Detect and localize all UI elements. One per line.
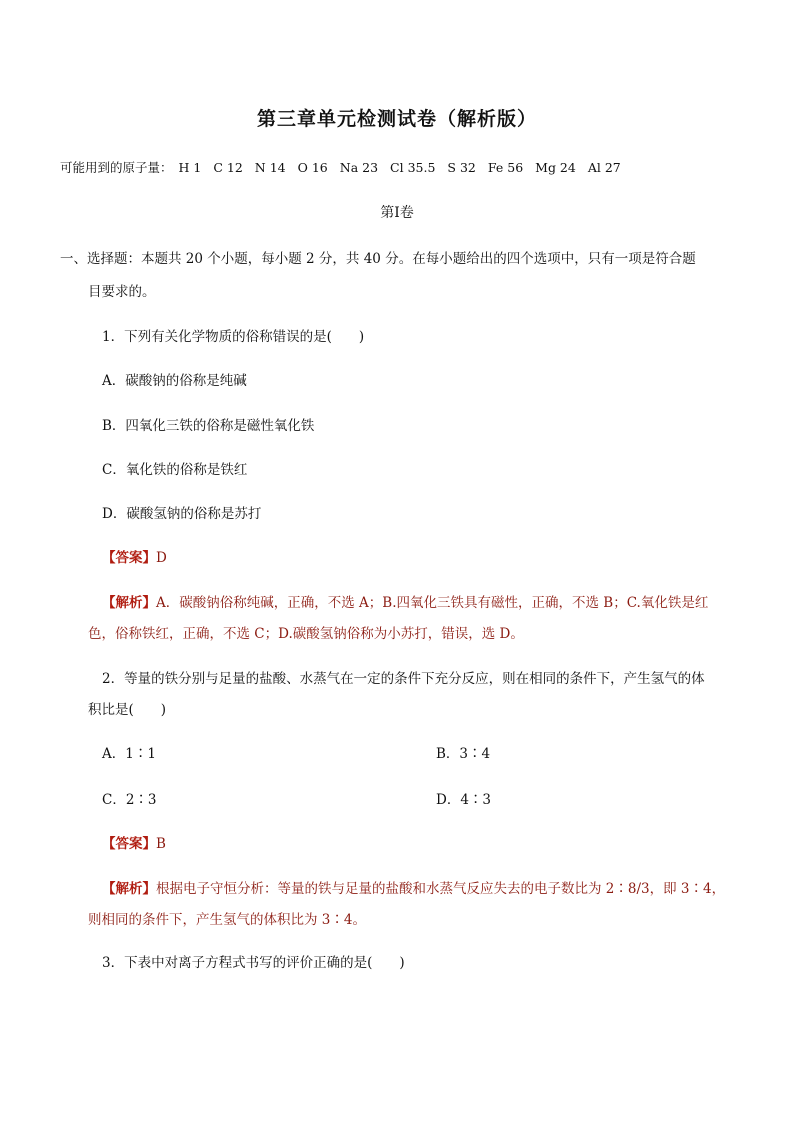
atomic-mass-na: Na 23	[339, 160, 379, 175]
q2-option-d: D．4∶3	[436, 792, 492, 808]
atomic-mass-h: H 1	[178, 160, 202, 175]
q3-stem: 3．下表中对离子方程式书写的评价正确的是( )	[102, 955, 405, 971]
atomic-mass-s: S 32	[447, 160, 476, 175]
q2-analysis-text: 根据电子守恒分析：等量的铁与足量的盐酸和水蒸气反应失去的电子数比为 2∶8/3，即 3∶4，	[156, 881, 726, 897]
atomic-mass-fe: Fe 56	[487, 160, 524, 175]
q1-option-b: B．四氧化三铁的俗称是磁性氧化铁	[102, 418, 315, 434]
volume-heading: 第Ⅰ卷	[380, 205, 414, 221]
answer-tag: 【答案】	[102, 550, 156, 566]
q2-option-a: A．1∶1	[102, 746, 156, 762]
atomic-masses-label: 可能用到的原子量：	[60, 160, 173, 175]
analysis-tag: 【解析】	[102, 881, 156, 897]
atomic-mass-n: N 14	[254, 160, 286, 175]
atomic-mass-cl: Cl 35.5	[390, 160, 436, 175]
q1-analysis-cont: 色，俗称铁红，正确，不选 C；D.碳酸氢钠俗称为小苏打，错误，选 D。	[88, 626, 524, 642]
answer-tag: 【答案】	[102, 836, 156, 852]
q1-analysis	[102, 591, 708, 611]
q2-stem: 2．等量的铁分别与足量的盐酸、水蒸气在一定的条件下充分反应，则在相同的条件下，产生氢气的体	[102, 671, 705, 687]
atomic-mass-al: Al 27	[587, 160, 621, 175]
section-instructions: 一、选择题：本题共 20 个小题，每小题 2 分，共 40 分。在每小题给出的四个选项中，只有一项是符合题	[60, 251, 696, 267]
q1-stem: 1．下列有关化学物质的俗称错误的是( )	[102, 329, 365, 345]
q1-option-c: C．氧化铁的俗称是铁红	[102, 462, 248, 478]
q1-analysis-text: A．碳酸钠俗称纯碱，正确，不选 A；B.四氧化三铁具有磁性，正确，不选 B；C.氧化铁是红	[156, 595, 709, 611]
q2-option-b: B．3∶4	[436, 746, 491, 762]
atomic-mass-c: C 12	[213, 160, 243, 175]
section-instructions-cont: 目要求的。	[88, 284, 156, 300]
atomic-mass-o: O 16	[297, 160, 328, 175]
page-title: 第三章单元检测试卷（解析版）	[256, 108, 537, 130]
atomic-mass-mg: Mg 24	[535, 160, 576, 175]
q1-answer	[102, 546, 167, 566]
analysis-tag: 【解析】	[102, 595, 156, 611]
q2-option-c: C．2∶3	[102, 792, 157, 808]
q1-answer-value: D	[156, 550, 167, 566]
q2-stem-cont: 积比是( )	[88, 702, 167, 718]
q1-option-a: A．碳酸钠的俗称是纯碱	[102, 373, 247, 389]
q2-answer-value: B	[156, 836, 166, 852]
q2-analysis-cont: 则相同的条件下，产生氢气的体积比为 3∶4。	[88, 912, 366, 928]
q2-answer	[102, 832, 166, 852]
q2-analysis	[102, 877, 725, 897]
atomic-masses-line	[60, 158, 633, 176]
q1-option-d: D．碳酸氢钠的俗称是苏打	[102, 506, 262, 522]
